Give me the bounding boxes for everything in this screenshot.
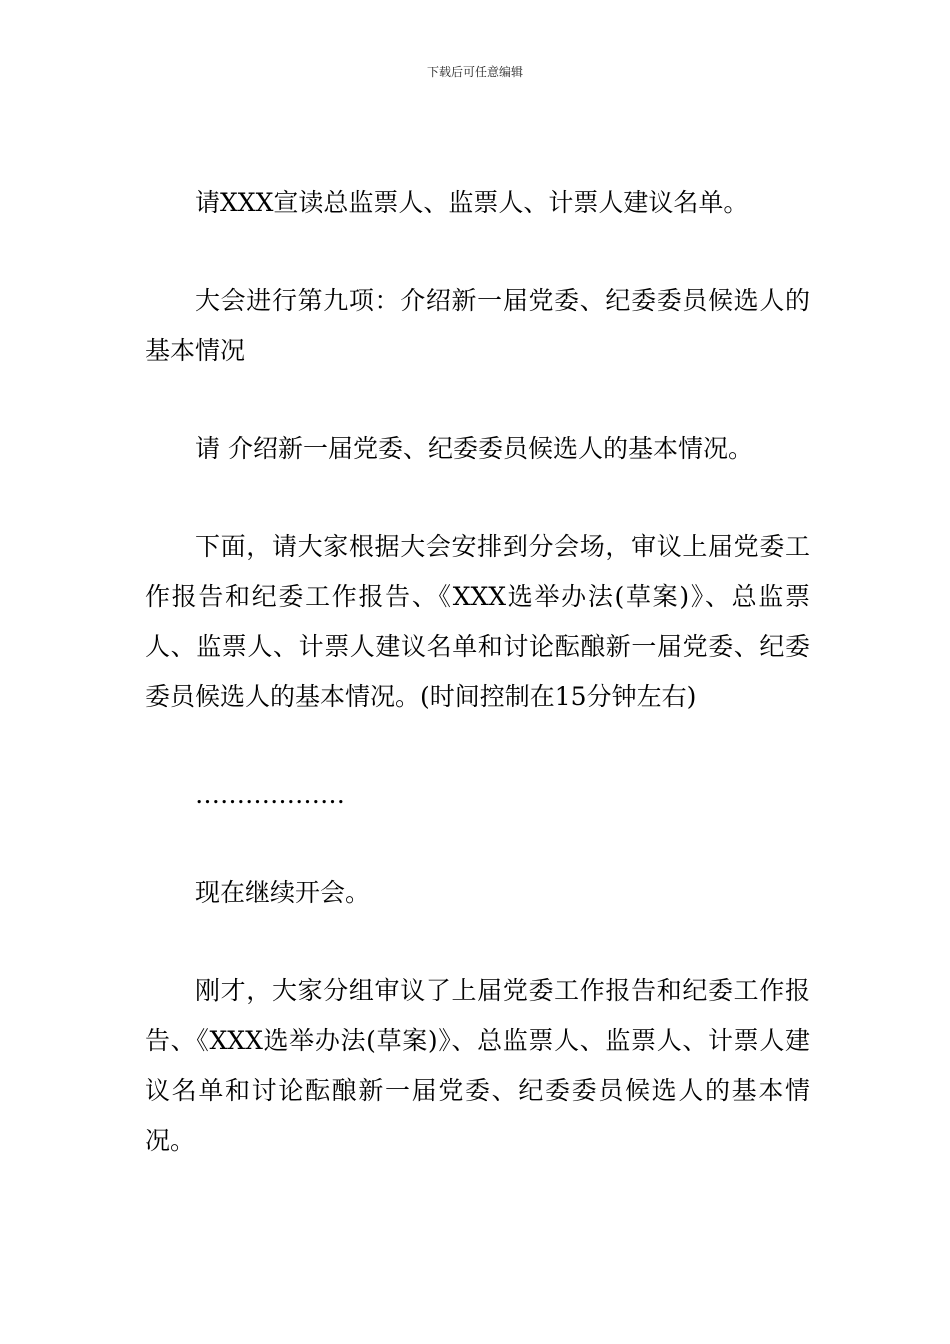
paragraph-resume-meeting: 现在继续开会。	[195, 878, 371, 907]
paragraph-review-summary: 刚才，大家分组审议了上届党委工作报告和纪委工作报告、《XXX选举办法(草案)》、总监票人、监票人、计票人建议名单和讨论酝酿新一届党委、纪委委员候选人的基本情况。	[145, 976, 810, 1155]
paragraph-group-review: 下面，请大家根据大会安排到分会场，审议上届党委工作报告和纪委工作报告、《XXX选举办法(草案)》、总监票人、监票人、计票人建议名单和讨论酝酿新一届党委、纪委委员候选人的基本情况。(时间控制在15分钟左右)	[145, 532, 810, 711]
paragraph-read-list: 请XXX宣读总监票人、监票人、计票人建议名单。	[195, 188, 749, 217]
page-header-note: 下载后可任意编辑	[426, 65, 523, 79]
paragraph-ellipsis: ………………	[195, 780, 345, 809]
paragraph-introduce-candidates: 请 介绍新一届党委、纪委委员候选人的基本情况。	[195, 434, 753, 463]
paragraph-agenda-item-nine: 大会进行第九项：介绍新一届党委、纪委委员候选人的基本情况	[145, 286, 810, 365]
document-body	[145, 178, 810, 1166]
